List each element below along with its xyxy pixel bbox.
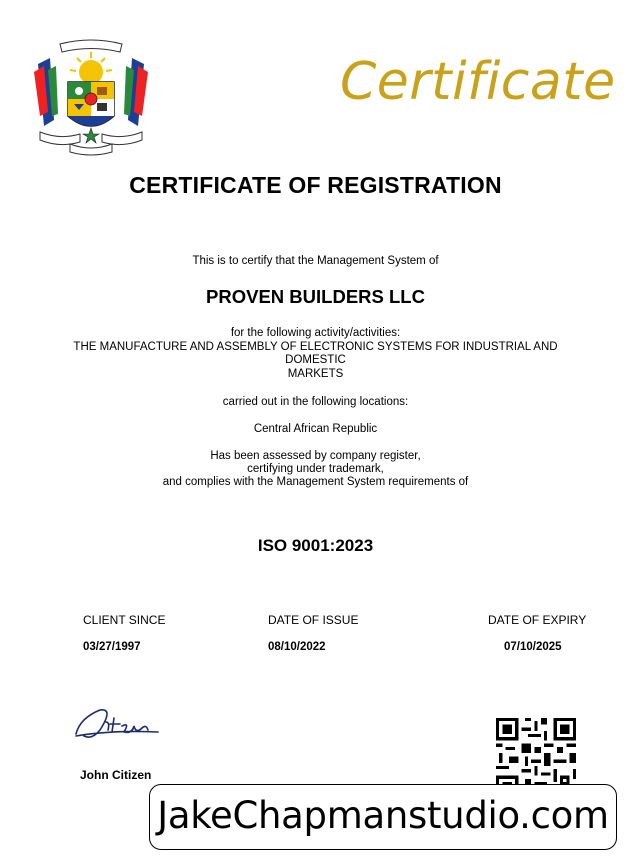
activity-line: DOMESTIC bbox=[285, 354, 346, 366]
intro-text: This is to certify that the Management System of bbox=[192, 255, 439, 267]
standard-name: ISO 9001:2023 bbox=[257, 536, 374, 555]
expiry-date-value: 07/10/2025 bbox=[504, 641, 562, 653]
location-value: Central African Republic bbox=[253, 423, 378, 435]
activity-label: for the following activity/activities: bbox=[230, 327, 401, 339]
locations-label: carried out in the following locations: bbox=[222, 396, 409, 408]
expiry-date-label: DATE OF EXPIRY bbox=[488, 613, 587, 627]
signature-icon bbox=[70, 700, 170, 745]
assessment-line: certifying under trademark, bbox=[247, 463, 384, 475]
signatory-name: John Citizen bbox=[80, 768, 152, 782]
activity-line: THE MANUFACTURE AND ASSEMBLY OF ELECTRONIC SYSTEMS FOR INDUSTRIAL AND bbox=[73, 341, 558, 353]
client-since-label: CLIENT SINCE bbox=[83, 613, 166, 627]
company-name: PROVEN BUILDERS LLC bbox=[206, 286, 425, 307]
client-since-value: 03/27/1997 bbox=[83, 641, 141, 653]
assessment-line: and complies with the Management System requirements of bbox=[162, 476, 469, 488]
issue-date-value: 08/10/2022 bbox=[268, 641, 326, 653]
watermark-banner: JakeChapmanstudio.com bbox=[149, 784, 617, 850]
assessment-line: Has been assessed by company register, bbox=[210, 450, 421, 462]
issue-date-label: DATE OF ISSUE bbox=[268, 613, 359, 627]
page-title: CERTIFICATE OF REGISTRATION bbox=[129, 172, 502, 198]
coat-of-arms-icon bbox=[30, 36, 152, 158]
activity-line: MARKETS bbox=[287, 368, 344, 380]
certificate-heading-word: Certificate bbox=[340, 52, 616, 112]
